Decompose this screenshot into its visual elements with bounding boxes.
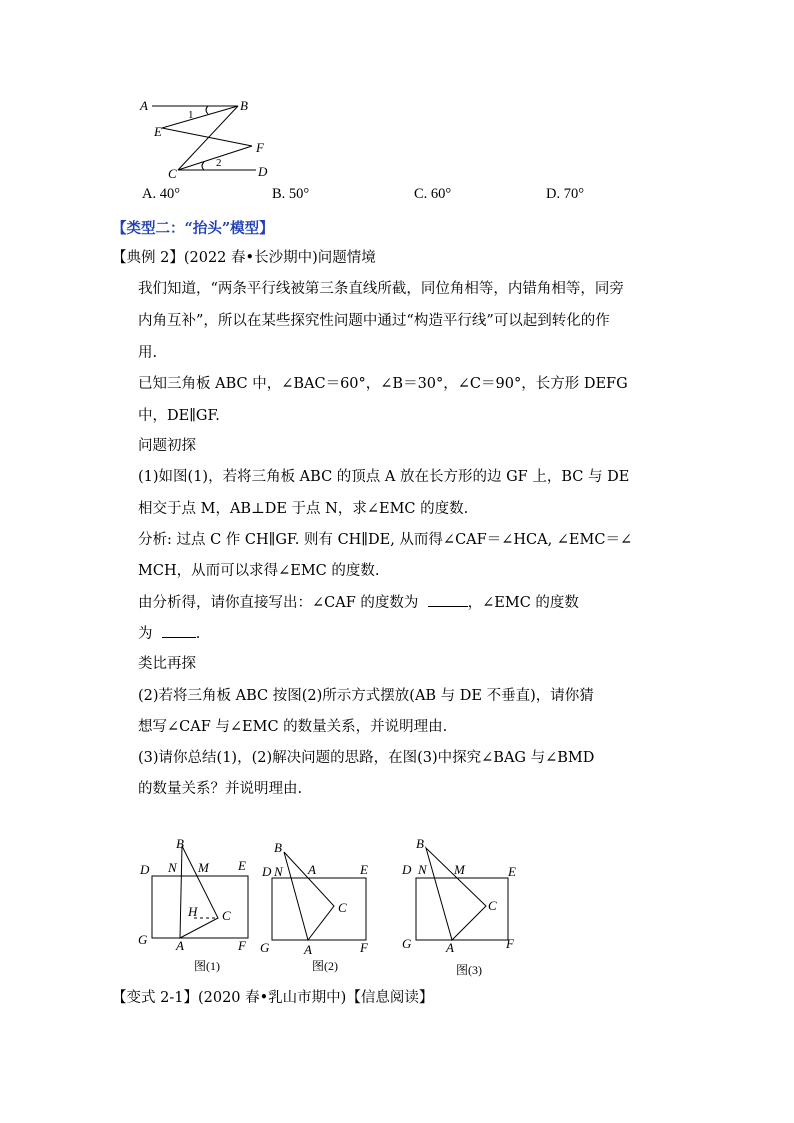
choice-b[interactable]: B. 50° bbox=[272, 186, 310, 202]
fig3-caption: 图(3) bbox=[456, 963, 482, 977]
analysis-line2: MCH，从而可以求得∠EMC 的度数. bbox=[138, 563, 380, 579]
label-B: B bbox=[240, 98, 248, 113]
fig3-label-M: M bbox=[454, 862, 465, 877]
question3-line1: (3)请你总结(1)，(2)解决问题的思路，在图(3)中探究∠BAG 与∠BMD bbox=[138, 750, 595, 766]
choice-d[interactable]: D. 70° bbox=[546, 186, 585, 202]
ask-line1: 由分析得，请你直接写出：∠CAF 的度数为 ，∠EMC 的度数 bbox=[138, 592, 579, 613]
label-angle-2: 2 bbox=[216, 157, 222, 169]
fig2-label-D: D bbox=[262, 864, 272, 879]
fig1-label-N: N bbox=[168, 860, 177, 875]
fig1-label-A: A bbox=[176, 938, 184, 953]
fig2-label-C: C bbox=[338, 900, 347, 915]
figure-3 bbox=[398, 834, 522, 978]
choice-c[interactable]: C. 60° bbox=[414, 186, 452, 202]
answer-blank-emc[interactable] bbox=[162, 623, 196, 638]
variant-heading: 【变式 2-1】(2020 春•乳山市期中)【信息阅读】 bbox=[112, 990, 434, 1006]
para2-line2: 中，DE∥GF. bbox=[138, 408, 220, 424]
fig1-label-E: E bbox=[238, 858, 246, 873]
fig2-label-A-top: A bbox=[308, 862, 316, 877]
answer-blank-caf[interactable] bbox=[428, 592, 468, 607]
example-tag: 【典例 2】 bbox=[112, 250, 184, 266]
fig2-label-A: A bbox=[304, 942, 312, 957]
label-A: A bbox=[140, 98, 148, 113]
label-E: E bbox=[154, 124, 162, 139]
fig1-label-D: D bbox=[140, 862, 150, 877]
fig1-label-C: C bbox=[222, 908, 231, 923]
label-F: F bbox=[256, 140, 264, 155]
fig2-label-E: E bbox=[360, 862, 368, 877]
example-title bbox=[112, 248, 376, 268]
question3-line2: 的数量关系？并说明理由. bbox=[138, 781, 303, 797]
figure-2 bbox=[256, 834, 376, 976]
top-figure bbox=[138, 96, 278, 182]
analysis-line1: 分析: 过点 C 作 CH∥GF. 则有 CH∥DE, 从而得∠CAF＝∠HCA, ∠EMC＝∠ bbox=[138, 532, 633, 548]
fig3-label-N: N bbox=[418, 862, 427, 877]
fig3-label-G: G bbox=[402, 936, 412, 951]
example-source: (2022 春•长沙期中)问题情境 bbox=[183, 250, 376, 266]
fig3-label-D: D bbox=[402, 862, 412, 877]
fig1-label-B: B bbox=[176, 836, 184, 851]
para1-line2: 内角互补”，所以在某些探究性问题中通过“构造平行线”可以起到转化的作 bbox=[138, 313, 610, 329]
question2-line1: (2)若将三角板 ABC 按图(2)所示方式摆放(AB 与 DE 不垂直)，请你猜 bbox=[138, 688, 594, 704]
question2-line2: 想写∠CAF 与∠EMC 的数量关系，并说明理由. bbox=[138, 719, 448, 735]
fig1-label-G: G bbox=[138, 932, 148, 947]
choices bbox=[142, 186, 662, 206]
question1-line2: 相交于点 M，AB⊥DE 于点 N，求∠EMC 的度数. bbox=[138, 501, 469, 517]
subheading-explore: 问题初探 bbox=[138, 438, 196, 454]
para1-line3: 用. bbox=[138, 345, 158, 361]
ask-line2: 为 . bbox=[138, 623, 200, 644]
label-angle-1: 1 bbox=[188, 109, 194, 121]
fig3-label-F: F bbox=[506, 936, 514, 951]
fig3-label-A: A bbox=[446, 940, 454, 955]
label-D: D bbox=[258, 164, 268, 179]
fig1-label-F: F bbox=[238, 938, 246, 953]
section-heading: 【类型二：“抬头”模型】 bbox=[112, 220, 274, 237]
para1-line1: 我们知道，“两条平行线被第三条直线所截，同位角相等，内错角相等，同旁 bbox=[138, 281, 624, 297]
fig2-label-F: F bbox=[360, 940, 368, 955]
question1-line1: (1)如图(1)，若将三角板 ABC 的顶点 A 放在长方形的边 GF 上，BC 与 DE bbox=[138, 469, 630, 485]
fig2-label-B: B bbox=[274, 840, 282, 855]
fig2-caption: 图(2) bbox=[312, 959, 338, 973]
label-C: C bbox=[168, 166, 177, 181]
fig2-label-G: G bbox=[260, 940, 270, 955]
fig1-caption: 图(1) bbox=[194, 959, 220, 973]
fig3-label-C: C bbox=[488, 898, 497, 913]
fig2-label-N: N bbox=[274, 864, 283, 879]
subheading-analogy: 类比再探 bbox=[138, 656, 196, 672]
fig3-label-B: B bbox=[416, 836, 424, 851]
para2-line1: 已知三角板 ABC 中，∠BAC＝60°，∠B＝30°，∠C＝90°，长方形 DEFG bbox=[138, 376, 628, 392]
fig1-label-M: M bbox=[198, 860, 209, 875]
fig1-label-H: H bbox=[188, 904, 198, 919]
figure-1 bbox=[136, 834, 258, 976]
fig3-label-E: E bbox=[508, 864, 516, 879]
choice-a[interactable]: A. 40° bbox=[142, 186, 181, 202]
